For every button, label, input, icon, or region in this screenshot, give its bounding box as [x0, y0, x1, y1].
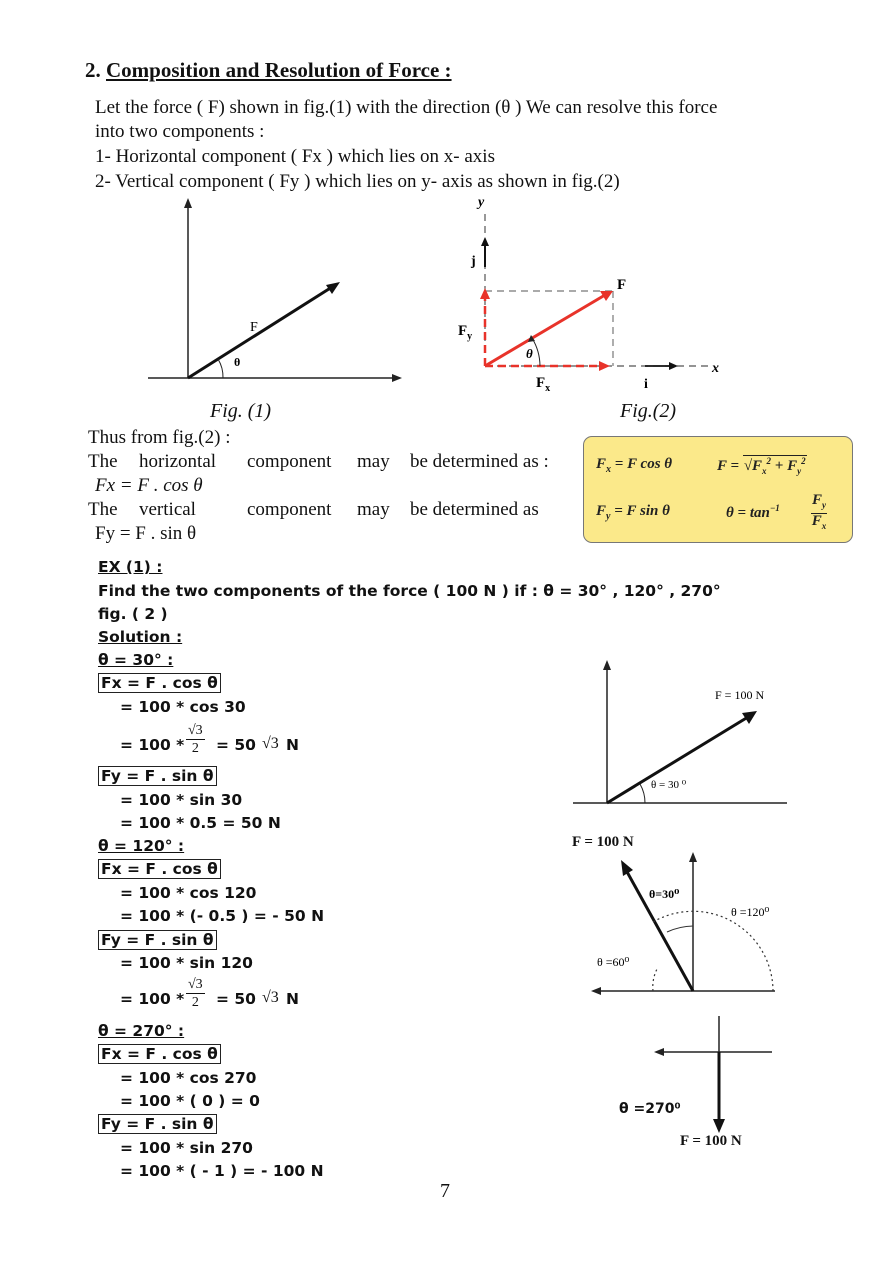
case270-fy-label	[98, 1115, 217, 1133]
section-heading	[85, 58, 452, 83]
diagram-270	[650, 1012, 780, 1137]
d270-force-arrowhead	[713, 1119, 725, 1133]
formula-theta-fraction: $F_y$ $F_x$	[811, 492, 827, 531]
formula-theta-lhs: θ = tan	[726, 505, 770, 521]
fig2-force-vector	[485, 295, 605, 366]
d120-y-arrowhead	[689, 852, 697, 862]
d120-inner-angle-label: θ=30⁰	[649, 887, 680, 901]
case30-fx-line1: = 100 * cos 30	[120, 698, 246, 716]
fig2-y-label: y	[478, 195, 485, 210]
intro-item-2: 2- Vertical component ( Fy ) which lies on y- axis as shown in fig.(2)	[95, 171, 620, 192]
formula-fy: $F_y = F$ sin θ	[596, 503, 670, 522]
formula-fx-sub: x	[606, 464, 612, 475]
case270-fy-box: Fy = F . sin θ	[98, 1114, 217, 1134]
fig2-fy-subscript: y	[467, 331, 473, 342]
case30-fx-line2-root: √3	[262, 735, 279, 752]
case30-fy-box: Fy = F . sin θ	[98, 766, 217, 786]
horizontal-word-5: be determined as :	[410, 451, 549, 472]
fig2-force-label: F	[617, 277, 627, 293]
case120-fy-numerator: √3	[188, 977, 203, 992]
formula-fy-sub: y	[606, 511, 611, 522]
formula-fx-rhs: = F cos θ	[611, 456, 673, 472]
example-heading-text: EX (1) :	[98, 558, 163, 576]
fig2-fx-label	[536, 375, 550, 394]
d120-x-arrowhead	[591, 987, 601, 995]
page-number: 7	[440, 1180, 450, 1202]
d120-left-angle-label: θ =60⁰	[597, 955, 630, 969]
case120-fy-box: Fy = F . sin θ	[98, 930, 217, 950]
example-heading	[98, 558, 162, 576]
fig1-y-arrowhead	[184, 198, 192, 208]
d30-force-arrowhead	[742, 711, 757, 724]
fig2-fy-arrowhead	[480, 288, 490, 299]
formula-fy-rhs: = F sin θ	[610, 503, 670, 519]
solution-heading	[98, 628, 182, 646]
vertical-word-3: component	[247, 499, 332, 520]
fig1-force-arrowhead	[326, 282, 340, 294]
d120-left-arc	[653, 969, 657, 991]
thus-line: Thus from fig.(2) :	[88, 427, 231, 448]
fig2-fy-letter: F	[458, 323, 468, 339]
horizontal-word-4: may	[357, 451, 390, 472]
case120-fx-line2: = 100 * (- 0.5 ) = - 50 N	[120, 907, 325, 925]
fig1-caption: Fig. (1)	[210, 400, 272, 422]
fig2-fx-subscript: x	[545, 383, 551, 394]
diagram-30	[565, 655, 795, 810]
d270-x-arrowhead	[654, 1048, 664, 1056]
case120-heading	[98, 837, 184, 855]
fig2-angle-arc	[532, 338, 540, 366]
fig2-j-label: j	[471, 254, 476, 269]
intro-line-2: into two components :	[95, 121, 265, 142]
case120-fy-line2-unit: N	[286, 990, 299, 1008]
case270-fy-line2: = 100 * ( - 1 ) = - 100 N	[120, 1162, 324, 1180]
case270-heading-text: θ = 270° :	[98, 1022, 185, 1040]
case30-fx-fraction	[186, 722, 205, 757]
case30-fy-line1: = 100 * sin 30	[120, 791, 243, 809]
section-number: 2.	[85, 58, 101, 82]
fig1-angle-label: θ	[234, 355, 241, 369]
case30-fx-line2-pre: = 100 *	[120, 736, 185, 754]
vertical-word-5: be determined as	[410, 499, 539, 520]
case30-fx-line2-unit: N	[286, 736, 299, 754]
case120-fx-line1: = 100 * cos 120	[120, 884, 257, 902]
fy-equation: Fy = F . sin θ	[95, 523, 197, 544]
figure-1	[140, 195, 410, 395]
case120-fx-label	[98, 860, 221, 878]
formula-theta	[726, 503, 780, 522]
formula-theta-exp: −1	[769, 503, 780, 513]
case30-fy-line2: = 100 * 0.5 = 50 N	[120, 814, 281, 832]
case30-heading-text: θ = 30° :	[98, 651, 174, 669]
case30-fx-label	[98, 674, 221, 692]
fig1-force-label: F	[250, 320, 258, 335]
vertical-word-2: vertical	[139, 499, 196, 520]
d30-force-label: F = 100 N	[715, 688, 765, 702]
d30-y-arrowhead	[603, 660, 611, 670]
fx-equation: Fx = F . cos θ	[95, 475, 203, 496]
d270-force-label: F = 100 N	[680, 1133, 742, 1149]
fig2-x-label: x	[712, 361, 719, 376]
example-problem-fig: fig. ( 2 )	[98, 605, 168, 623]
d30-angle-arc	[640, 784, 645, 803]
d120-inner-arc	[667, 926, 693, 932]
fig2-i-label: i	[644, 377, 648, 392]
formula-magnitude-radical: $√F_x^2 + F_y^2$	[743, 456, 806, 476]
fig2-fx-letter: F	[536, 375, 546, 391]
case270-fx-line2: = 100 * ( 0 ) = 0	[120, 1092, 260, 1110]
case30-fx-denominator: 2	[191, 741, 199, 756]
case30-fy-label	[98, 767, 217, 785]
horizontal-word-1: The	[88, 451, 118, 472]
fig1-x-arrowhead	[392, 374, 402, 382]
case270-fx-box: Fx = F . cos θ	[98, 1044, 221, 1064]
d120-outer-angle-label: θ =120⁰	[731, 905, 770, 919]
fig2-j-arrowhead	[481, 237, 489, 246]
case120-fy-line2-pre: = 100 *	[120, 990, 185, 1008]
case270-fx-label	[98, 1045, 221, 1063]
diagram-120	[585, 848, 785, 1000]
fig2-fx-arrowhead	[599, 361, 610, 371]
case120-fy-fraction	[186, 976, 205, 1011]
fig1-force-vector	[188, 287, 332, 378]
formula-fx: $F_x = F$ cos θ	[596, 456, 673, 475]
case120-fy-line1: = 100 * sin 120	[120, 954, 253, 972]
case30-fx-numerator: √3	[188, 723, 203, 738]
fig1-angle-arc	[218, 359, 223, 378]
d120-force-label: F = 100 N	[572, 834, 634, 850]
d270-angle-label: θ =270⁰	[619, 1101, 681, 1117]
horizontal-word-3: component	[247, 451, 332, 472]
formula-magnitude	[717, 455, 807, 476]
fig2-caption: Fig.(2)	[620, 400, 677, 422]
intro-item-1: 1- Horizontal component ( Fx ) which lies on x- axis	[95, 146, 495, 167]
case30-heading	[98, 651, 173, 669]
case270-fx-line1: = 100 * cos 270	[120, 1069, 257, 1087]
fig2-fy-label	[458, 323, 472, 342]
vertical-word-1: The	[88, 499, 118, 520]
case120-fx-box: Fx = F . cos θ	[98, 859, 221, 879]
case30-fx-line2-post: = 50	[216, 736, 256, 754]
section-title: Composition and Resolution of Force :	[106, 58, 452, 82]
figure-2	[440, 192, 730, 397]
case30-fx-box: Fx = F . cos θ	[98, 673, 221, 693]
horizontal-word-2: horizontal	[139, 451, 217, 472]
vertical-word-4: may	[357, 499, 390, 520]
intro-line-1: Let the force ( F) shown in fig.(1) with the direction (θ ) We can resolve this force	[95, 97, 718, 118]
case120-heading-text: θ = 120° :	[98, 837, 185, 855]
case120-fy-label	[98, 931, 217, 949]
formula-magnitude-lhs: F =	[717, 458, 740, 474]
d30-angle-label: θ = 30 ⁰	[651, 779, 687, 791]
case120-fy-denominator: 2	[191, 995, 199, 1010]
fig2-angle-label: θ	[526, 346, 533, 361]
case270-heading	[98, 1022, 184, 1040]
case270-fy-line1: = 100 * sin 270	[120, 1139, 253, 1157]
formula-box	[583, 436, 853, 543]
case120-fy-line2-post: = 50	[216, 990, 256, 1008]
fig2-i-arrowhead	[669, 362, 678, 370]
case120-fy-line2-root: √3	[262, 989, 279, 1006]
solution-heading-text: Solution :	[98, 628, 183, 646]
example-problem: Find the two components of the force ( 100 N ) if : θ = 30° , 120° , 270°	[98, 582, 721, 600]
d120-force-arrowhead	[621, 860, 633, 876]
